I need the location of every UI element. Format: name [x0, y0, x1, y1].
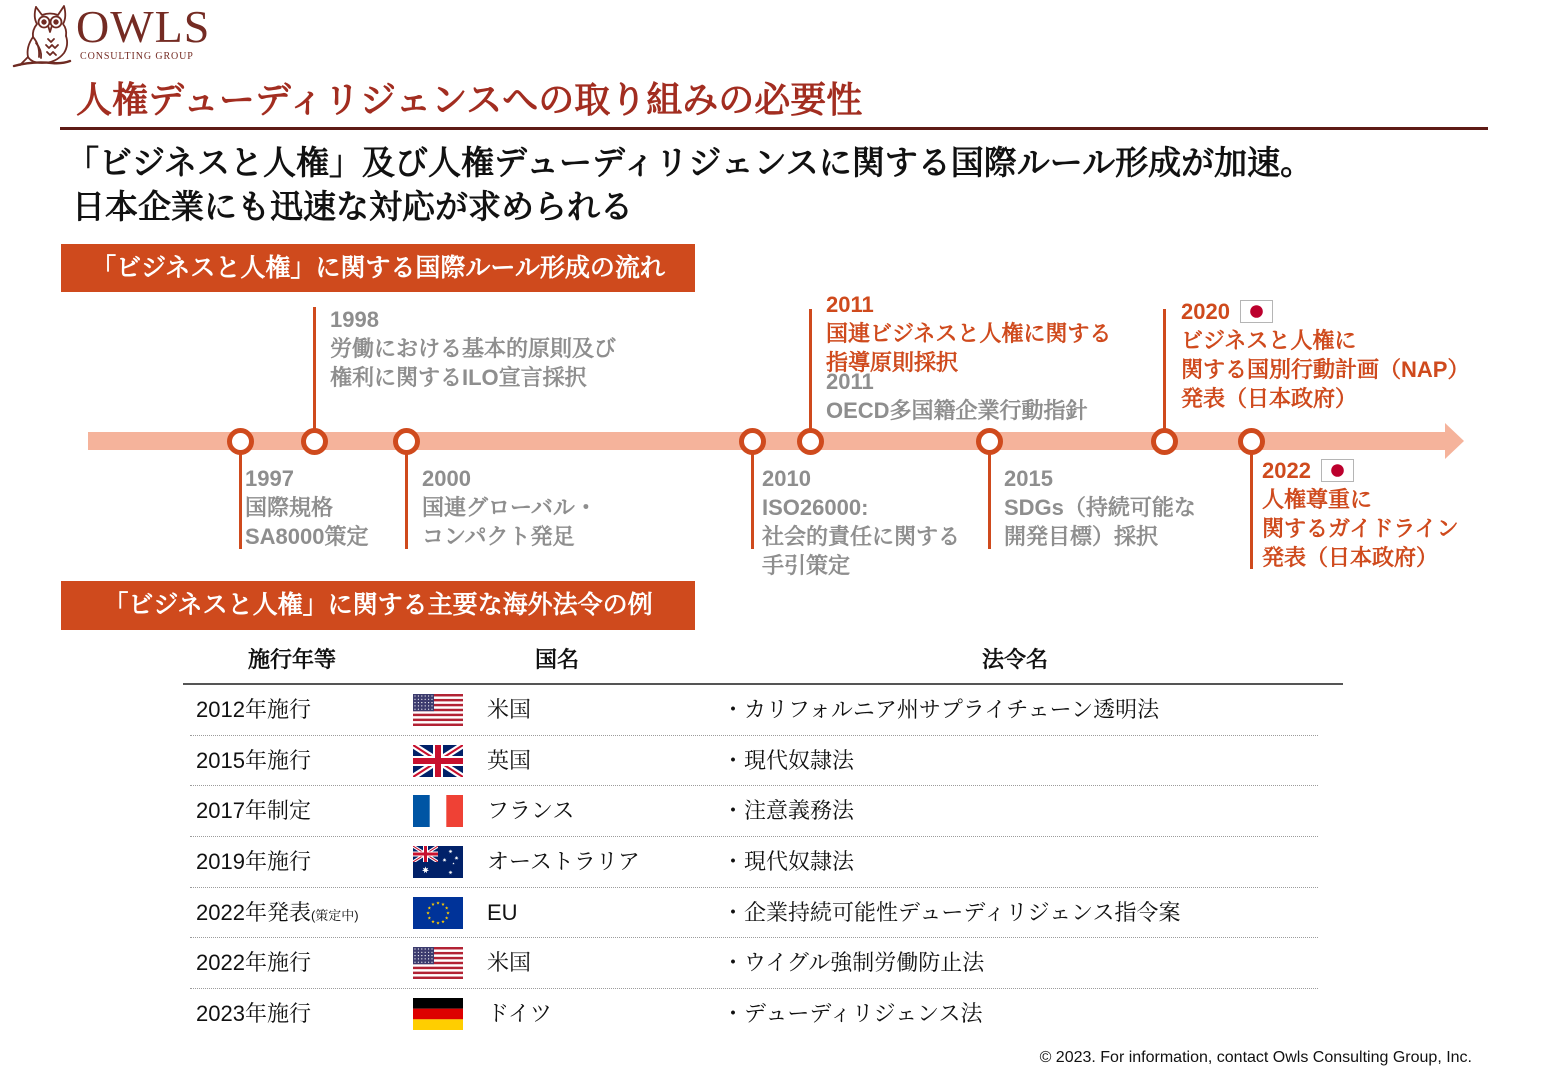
- event-text: ISO26000:: [762, 495, 869, 520]
- timeline-event-2011-oecd: [826, 367, 1088, 425]
- timeline-connector: [751, 441, 754, 549]
- column-header-country: 国名: [534, 647, 579, 672]
- table-row: [190, 837, 1318, 888]
- column-header-law: 法令名: [981, 647, 1048, 672]
- cell-law: ・現代奴隷法: [722, 747, 855, 773]
- column-header-year: 施行年等: [247, 647, 336, 672]
- cell-country: 米国: [487, 697, 532, 722]
- cell-law: ・デューディリジェンス法: [722, 1001, 983, 1027]
- timeline-node-2000: [393, 428, 420, 455]
- germany-flag-icon: [413, 998, 463, 1030]
- event-year: 2011: [826, 292, 874, 317]
- cell-law: ・現代奴隷法: [722, 849, 855, 875]
- event-text: 国連グローバル・: [422, 495, 597, 520]
- event-text: 労働における基本的原則及び: [330, 336, 617, 361]
- cell-year-note: (策定中): [310, 907, 359, 923]
- cell-year: 2019年施行: [196, 849, 311, 875]
- event-year: 2000: [422, 466, 471, 491]
- event-year: 2022: [1262, 458, 1311, 483]
- cell-year: [196, 888, 359, 941]
- cell-law: ・企業持続可能性デューディリジェンス指令案: [722, 899, 1181, 925]
- table-row: [190, 786, 1318, 837]
- timeline-event-2000: [422, 464, 597, 551]
- event-year: 2015: [1004, 466, 1053, 491]
- event-text: 国連ビジネスと人権に関する: [826, 321, 1112, 346]
- timeline-node-2010: [739, 428, 766, 455]
- key-message: [66, 141, 1313, 229]
- table-row: [190, 888, 1318, 939]
- event-year: 2020: [1181, 299, 1230, 324]
- timeline-node-2022: [1238, 428, 1265, 455]
- timeline-event-2011-un: [826, 290, 1111, 377]
- cell-law: ・カリフォルニア州サプライチェーン透明法: [722, 697, 1160, 722]
- event-text: 人権尊重に: [1262, 487, 1373, 512]
- timeline-node-2020: [1151, 428, 1178, 455]
- page-title: 人権デューディリジェンスへの取り組みの必要性: [76, 79, 863, 120]
- event-year-row: [1262, 456, 1459, 485]
- timeline-event-2022: [1262, 456, 1459, 572]
- cell-country: フランス: [487, 798, 575, 824]
- cell-law: ・ウイグル強制労働防止法: [722, 950, 985, 976]
- table-row: [190, 685, 1318, 736]
- logo-wordmark: OWLS: [76, 1, 211, 52]
- timeline-event-2015: [1004, 464, 1196, 551]
- cell-year: 2023年施行: [196, 1001, 311, 1027]
- event-text: 発表（日本政府）: [1181, 386, 1358, 411]
- australia-flag-icon: [413, 846, 463, 878]
- timeline-event-1997: [245, 464, 369, 551]
- event-year-row: [1181, 297, 1469, 326]
- cell-year-text: 2022年発表: [196, 899, 311, 925]
- event-text: 関する国別行動計画（NAP）: [1181, 357, 1470, 382]
- timeline-arrowhead: [1445, 423, 1464, 459]
- timeline-connector: [988, 441, 991, 549]
- cell-country: オーストラリア: [487, 849, 640, 875]
- us-flag-icon: [413, 694, 463, 726]
- eu-flag-icon: [413, 897, 463, 929]
- timeline-connector: [313, 307, 316, 441]
- event-year: 2010: [762, 466, 811, 491]
- uk-flag-icon: [413, 745, 463, 777]
- timeline-event-2010: [762, 464, 960, 580]
- event-text: 手引策定: [762, 553, 851, 578]
- timeline-connector: [1163, 309, 1166, 441]
- key-message-line-2: 日本企業にも迅速な対応が求められる: [72, 188, 633, 225]
- japan-flag-icon: [1240, 300, 1273, 323]
- event-year: 2011: [826, 369, 874, 394]
- cell-year: 2022年施行: [196, 950, 311, 976]
- event-year: 1997: [245, 466, 294, 491]
- timeline-node-1998: [301, 428, 328, 455]
- event-text: 発表（日本政府）: [1262, 545, 1439, 570]
- timeline-node-2015: [976, 428, 1003, 455]
- owl-logo-icon: [12, 3, 72, 69]
- event-text: 関するガイドライン: [1262, 516, 1459, 541]
- table-body: [190, 685, 1318, 1040]
- event-text: コンパクト発足: [422, 524, 575, 549]
- title-underline: [60, 127, 1488, 130]
- table-row: [190, 989, 1318, 1040]
- cell-law: ・注意義務法: [722, 798, 855, 824]
- timeline-connector: [239, 441, 242, 549]
- france-flag-icon: [413, 795, 463, 827]
- event-text: SDGs（持続可能な: [1004, 495, 1196, 520]
- event-year: 1998: [330, 307, 379, 332]
- table-row: [190, 938, 1318, 989]
- event-text: 社会的責任に関する: [762, 524, 961, 549]
- timeline-connector: [1250, 441, 1253, 569]
- cell-country: 英国: [487, 747, 532, 773]
- event-text: OECD多国籍企業行動指針: [826, 398, 1088, 423]
- timeline-event-1998: [330, 305, 616, 392]
- timeline-node-2011: [797, 428, 824, 455]
- section-header-timeline: 「ビジネスと人権」に関する国際ルール形成の流れ: [61, 244, 695, 292]
- event-text: 指導原則採択: [826, 350, 959, 375]
- japan-flag-icon: [1321, 459, 1354, 482]
- cell-year: 2012年施行: [196, 697, 311, 722]
- logo-tagline: CONSULTING GROUP: [80, 51, 194, 62]
- key-message-line-1: 「ビジネスと人権」及び人権デューディリジェンスに関する国際ルール形成が加速。: [66, 144, 1314, 181]
- timeline-connector: [809, 309, 812, 441]
- cell-country: ドイツ: [487, 1001, 552, 1027]
- cell-year: 2015年施行: [196, 747, 311, 773]
- event-text: ビジネスと人権に: [1181, 328, 1357, 353]
- cell-country: 米国: [487, 950, 532, 976]
- timeline-event-2020: [1181, 297, 1469, 413]
- timeline-node-1997: [227, 428, 254, 455]
- table-row: [190, 736, 1318, 787]
- event-text: SA8000策定: [245, 524, 369, 549]
- event-text: 開発目標）採択: [1004, 524, 1159, 549]
- event-text: 国際規格: [245, 495, 334, 520]
- cell-year: 2017年制定: [196, 798, 311, 824]
- timeline-connector: [405, 441, 408, 549]
- cell-country: EU: [487, 899, 518, 925]
- event-text: 権利に関するILO宣言採択: [330, 365, 587, 390]
- section-header-laws: 「ビジネスと人権」に関する主要な海外法令の例: [61, 581, 695, 630]
- copyright-footer: © 2023. For information, contact Owls Consulting Group, Inc.: [1039, 1049, 1472, 1066]
- us-flag-icon: [413, 947, 463, 979]
